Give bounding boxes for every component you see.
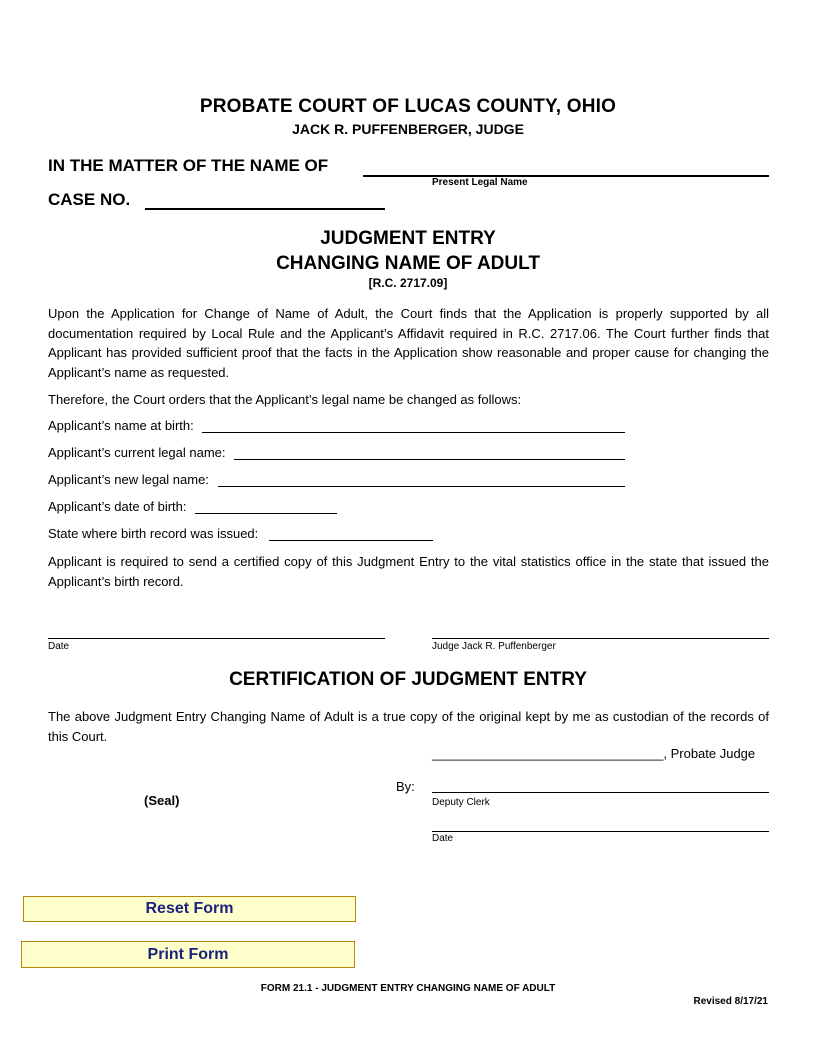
entry-date-field[interactable] (48, 624, 385, 639)
deputy-clerk-signature-line (432, 778, 769, 793)
present-legal-name-label: Present Legal Name (432, 177, 528, 188)
print-form-button[interactable]: Print Form (21, 941, 355, 968)
entry-title: JUDGMENT ENTRY (320, 228, 496, 249)
findings-paragraph: Upon the Application for Change of Name of Adult, the Court finds that the Application is properly supported by all documentation required by Local Rule and the Applicant’s Affidavit required in R.C. 2717.06. The Court further finds that Applicant has provided sufficient proof that the facts in the Application show reasonable and proper cause for changing the Applicant’s name as requested. (48, 306, 769, 380)
current-legal-name-label: Applicant’s current legal name: (48, 445, 226, 460)
matter-label: IN THE MATTER OF THE NAME OF (48, 156, 329, 175)
case-no-label: CASE NO. (48, 190, 131, 209)
certification-date-field[interactable] (432, 817, 769, 832)
court-title: PROBATE COURT OF LUCAS COUNTY, OHIO (199, 96, 617, 117)
judge-signature-line (432, 624, 769, 639)
reset-form-button[interactable]: Reset Form (23, 896, 356, 922)
new-legal-name-field[interactable] (218, 472, 625, 487)
case-no-field[interactable] (145, 190, 385, 210)
birth-state-field[interactable] (269, 526, 433, 541)
judge-name: JACK R. PUFFENBERGER, JUDGE (292, 121, 524, 137)
present-legal-name-field[interactable] (363, 157, 769, 177)
revision-date: Revised 8/17/21 (693, 996, 768, 1007)
form-footer: FORM 21.1 - JUDGMENT ENTRY CHANGING NAME OF ADULT (260, 983, 556, 994)
deputy-clerk-label: Deputy Clerk (432, 797, 490, 808)
birth-state-label: State where birth record was issued: (48, 526, 259, 541)
certification-date-label: Date (432, 833, 454, 844)
date-of-birth-label: Applicant’s date of birth: (48, 499, 187, 514)
new-legal-name-label: Applicant’s new legal name: (48, 472, 209, 487)
entry-subtitle: CHANGING NAME OF ADULT (276, 253, 540, 274)
name-at-birth-label: Applicant’s name at birth: (48, 418, 194, 433)
current-legal-name-field[interactable] (234, 445, 625, 460)
probate-judge-line: ________________________________, Probate Judge (432, 746, 756, 761)
date-of-birth-field[interactable] (195, 499, 337, 514)
entry-date-label: Date (48, 641, 70, 652)
statute-reference: [R.C. 2717.09] (368, 276, 448, 290)
seal-label: (Seal) (144, 793, 180, 808)
certification-paragraph: The above Judgment Entry Changing Name of Adult is a true copy of the original kept by me as custodian of the records of this Court. (48, 709, 769, 744)
certified-copy-paragraph: Applicant is required to send a certified copy of this Judgment Entry to the vital statistics office in the state that issued the Applicant’s birth record. (48, 554, 769, 589)
by-label: By: (396, 779, 415, 794)
name-at-birth-field[interactable] (202, 418, 625, 433)
certification-title: CERTIFICATION OF JUDGMENT ENTRY (229, 669, 587, 690)
order-paragraph: Therefore, the Court orders that the Applicant’s legal name be changed as follows: (48, 392, 522, 407)
judge-signature-label: Judge Jack R. Puffenberger (432, 641, 556, 652)
